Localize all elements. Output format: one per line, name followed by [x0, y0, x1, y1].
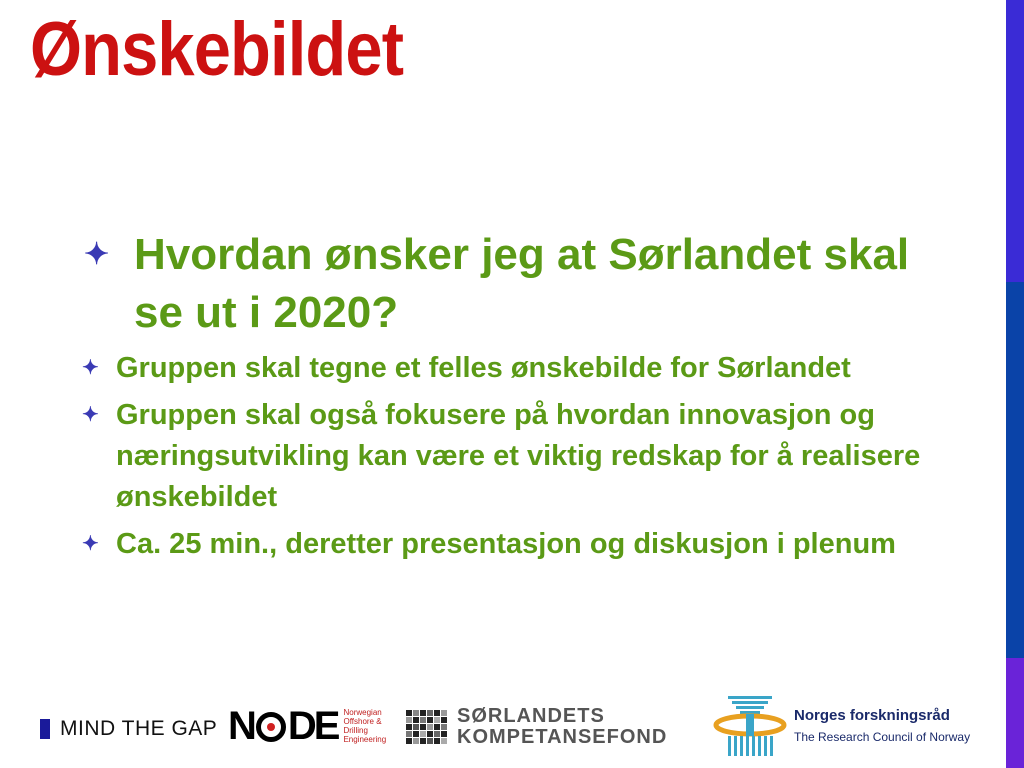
slide-title: Ønskebildet — [30, 7, 404, 92]
forskningsrad-emblem-icon — [712, 692, 788, 758]
sub-bullet — [78, 524, 958, 565]
pixel-grid-icon — [406, 710, 447, 744]
sorlandets-line: SØRLANDETS — [457, 705, 605, 727]
four-point-star-icon: ✦ — [84, 238, 110, 271]
node-logo: N DE Norwegian Offshore & Drilling Engineering — [228, 706, 391, 746]
four-point-star-icon: ✦ — [82, 357, 99, 379]
sub-bullet-text: Gruppen skal tegne et felles ønskebilde for Sørlandet — [116, 352, 851, 384]
four-point-star-icon: ✦ — [82, 404, 99, 426]
forskningsrad-name: Norges forskningsråd — [794, 706, 950, 724]
sorlandets-kompetansefond-logo — [406, 706, 667, 748]
forskningsrad-logo — [712, 692, 970, 758]
sub-bullet-text: Ca. 25 min., deretter presentasjon og diskusjon i plenum — [116, 528, 896, 560]
main-bullet-text: Hvordan ønsker jeg at Sørlandet skal se ut i 2020? — [134, 230, 910, 337]
node-subtitle: Norwegian Offshore & Drilling Engineering — [343, 708, 387, 744]
mind-the-gap-bar-icon — [40, 719, 50, 739]
bullet-list — [78, 226, 958, 565]
main-bullet — [78, 226, 958, 342]
logo-strip — [0, 690, 1006, 768]
mind-the-gap-logo: MIND THE GAP — [40, 716, 217, 742]
sidebar-segment — [1006, 0, 1024, 282]
four-point-star-icon: ✦ — [82, 533, 99, 555]
node-o-icon — [256, 712, 286, 742]
decorative-sidebar — [1006, 0, 1024, 768]
sub-bullet-text: Gruppen skal også fokusere på hvordan innovasjon og næringsutvikling kan være et viktig redskap for å realisere ønskebildet — [116, 399, 921, 513]
kompetansefond-line: KOMPETANSEFOND — [457, 726, 668, 748]
sidebar-segment — [1006, 658, 1024, 768]
forskningsrad-english-name: The Research Council of Norway — [794, 729, 971, 744]
sub-bullet — [78, 395, 958, 518]
sub-bullet — [78, 348, 958, 389]
sidebar-segment — [1006, 282, 1024, 658]
